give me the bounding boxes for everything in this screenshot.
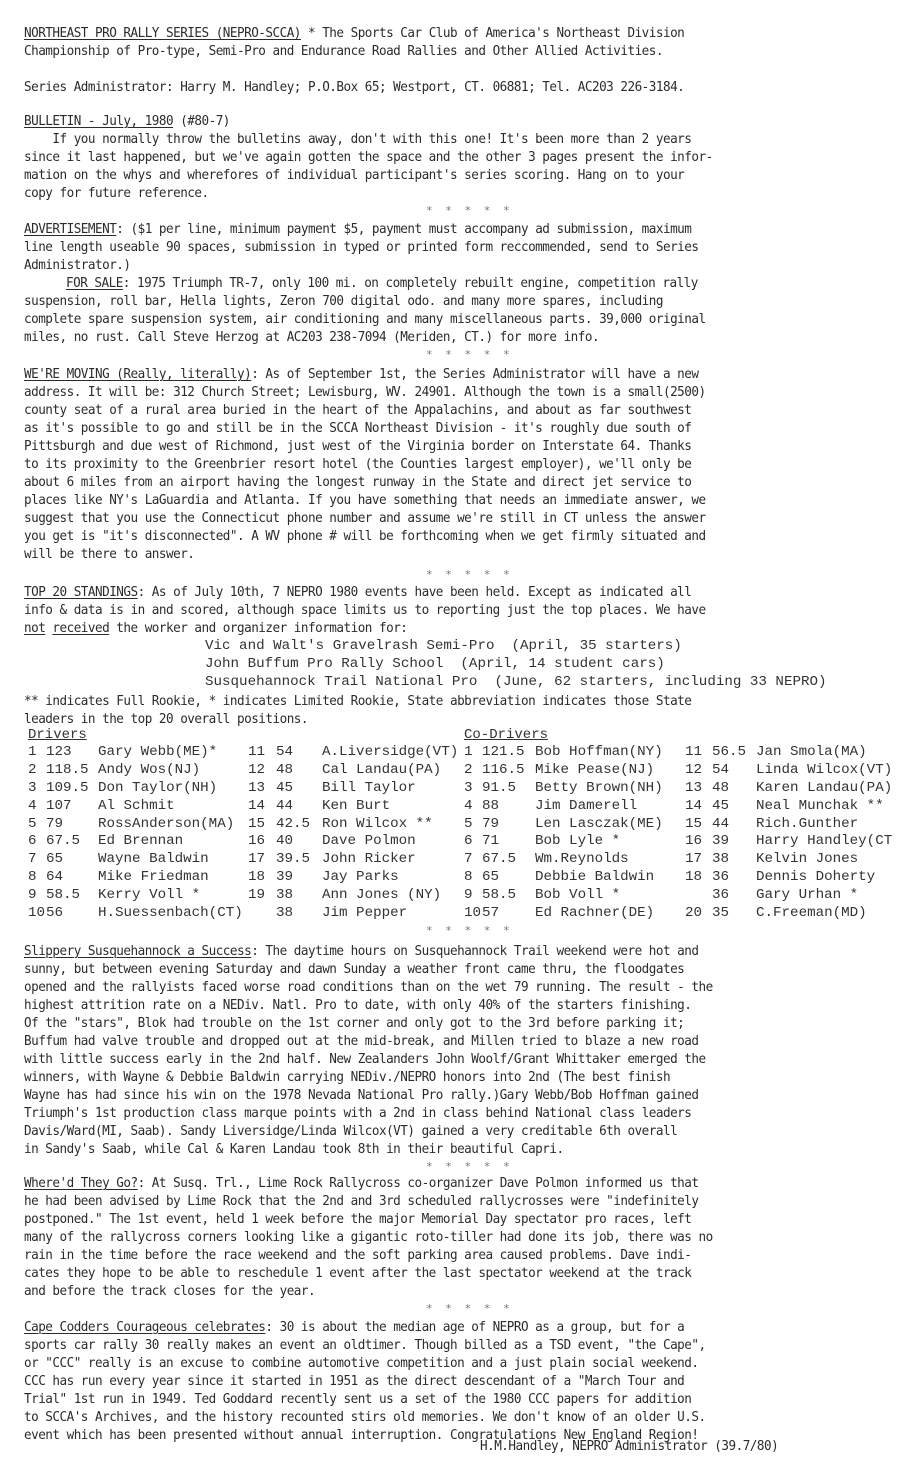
driver-points: 38 bbox=[276, 905, 294, 922]
bulletin-number: (#80-7) bbox=[173, 113, 230, 129]
codriver-points: 48 bbox=[712, 779, 730, 796]
driver-points: 65 bbox=[46, 851, 64, 868]
driver-name: Cal Landau(PA) bbox=[322, 761, 442, 778]
codriver-name: Bob Lyle * bbox=[535, 833, 621, 850]
driver-name: Don Taylor(NH) bbox=[98, 779, 218, 796]
codriver-position: 2 bbox=[464, 761, 473, 778]
standings-row bbox=[0, 869, 900, 887]
driver-position: 15 bbox=[248, 815, 266, 832]
codriver-name: Harry Handley(CT bbox=[756, 833, 893, 850]
missing-event-item: Susquehannock Trail National Pro (June, 62 starters, including 33 NEPRO) bbox=[205, 674, 827, 690]
bulletin-heading bbox=[24, 112, 230, 130]
driver-position: 6 bbox=[28, 833, 37, 850]
driver-points: 54 bbox=[276, 744, 294, 760]
paragraph-line: suggest that you use the Connecticut phone number and assume we're still in CT unless the answer bbox=[24, 510, 706, 526]
codriver-name: Gary Urhan * bbox=[756, 887, 859, 904]
codriver-name: Mike Pease(NJ) bbox=[535, 761, 655, 778]
paragraph-line: cates they hope to be able to reschedule 1 event after the last spectator weekend at the track bbox=[24, 1265, 692, 1281]
paragraph-line: since it last happened, but we've again gotten the space and the other 3 pages present the infor- bbox=[24, 149, 713, 165]
driver-name: John Ricker bbox=[322, 851, 416, 868]
codriver-position: 3 bbox=[464, 779, 473, 796]
series-title: NORTHEAST PRO RALLY SERIES (NEPRO-SCCA) bbox=[24, 25, 301, 41]
drivers-header: Drivers bbox=[28, 727, 87, 743]
codriver-name: Len Lasczak(ME) bbox=[535, 815, 663, 832]
susquehannock-text: : The daytime hours on Susquehannock Trail weekend were hot and bbox=[251, 943, 699, 959]
paragraph-line: or "CCC" really is an excuse to combine automotive competition and a just plain social weekend. bbox=[24, 1355, 699, 1371]
codriver-name: Wm.Reynolds bbox=[535, 851, 629, 868]
for-sale-heading: FOR SALE bbox=[66, 275, 123, 291]
paragraph-line: Buffum had valve trouble and dropped out at the mid-break, and Millen tried to blaze a new road bbox=[24, 1033, 699, 1049]
codriver-points: 79 bbox=[482, 815, 500, 832]
driver-position: 13 bbox=[248, 779, 266, 796]
driver-position: 3 bbox=[28, 779, 37, 796]
driver-points: 67.5 bbox=[46, 833, 81, 850]
codriver-points: 57 bbox=[482, 905, 500, 922]
legend-line: ** indicates Full Rookie, * indicates Limited Rookie, State abbreviation indicates those State bbox=[24, 693, 692, 709]
codriver-name: Bob Voll * bbox=[535, 887, 621, 904]
driver-points: 123 bbox=[46, 744, 72, 760]
signature: H.M.Handley, NEPRO Administrator (39.7/80) bbox=[480, 1438, 779, 1454]
codriver-points: 71 bbox=[482, 833, 500, 850]
driver-points: 107 bbox=[46, 797, 72, 814]
codriver-position: 10 bbox=[464, 905, 482, 922]
bulletin-date: BULLETIN - July, 1980 bbox=[24, 113, 174, 129]
masthead-line-2: Championship of Pro-type, Semi-Pro and Endurance Road Rallies and Other Allied Activities. bbox=[24, 43, 663, 59]
codriver-points: 56.5 bbox=[712, 744, 747, 760]
paragraph-line: as it's possible to go and still be in the SCCA Northeast Division - it's roughly due south of bbox=[24, 420, 692, 436]
paragraph-line: info & data is in and scored, although space limits us to reporting just the top places. We have bbox=[24, 602, 706, 618]
driver-position: 7 bbox=[28, 851, 37, 868]
section-separator: * * * * * bbox=[426, 204, 513, 217]
driver-points: 40 bbox=[276, 833, 294, 850]
paragraph-line: will be there to answer. bbox=[24, 546, 195, 562]
standings-row bbox=[0, 816, 900, 834]
for-sale-text: : 1975 Triumph TR-7, only 100 mi. on completely rebuilt engine, competition rally bbox=[122, 275, 698, 291]
section-separator: * * * * * bbox=[426, 1302, 513, 1315]
codriver-points: 35 bbox=[712, 905, 730, 922]
driver-position: 18 bbox=[248, 869, 266, 886]
codrivers-header: Co-Drivers bbox=[464, 727, 549, 743]
paragraph-line: Davis/Ward(MI, Saab). Sandy Liversidge/Linda Wilcox(VT) gained a very creditable 6th overall bbox=[24, 1123, 678, 1139]
codriver-name: Rich.Gunther bbox=[756, 815, 859, 832]
cape-line-1 bbox=[24, 1318, 684, 1336]
codriver-name: Jim Damerell bbox=[535, 797, 638, 814]
masthead-line-1 bbox=[24, 24, 684, 42]
codriver-position: 5 bbox=[464, 815, 473, 832]
driver-position: 14 bbox=[248, 797, 266, 814]
codriver-position: 8 bbox=[464, 869, 473, 886]
susquehannock-line-1 bbox=[24, 942, 698, 960]
emphasis-received: received bbox=[52, 620, 110, 636]
driver-points: 38 bbox=[276, 887, 294, 904]
paragraph-line: winners, with Wayne & Debbie Baldwin carrying NEDiv./NEPRO honors into 2nd (The best finish bbox=[24, 1069, 671, 1085]
codriver-position: 13 bbox=[685, 779, 703, 796]
codriver-name: C.Freeman(MD) bbox=[756, 905, 867, 922]
cape-text: : 30 is about the median age of NEPRO as a group, but for a bbox=[265, 1319, 685, 1335]
standings-text: : As of July 10th, 7 NEPRO 1980 events have been held. Except as indicated all bbox=[137, 584, 692, 600]
driver-name: Gary Webb(ME)* bbox=[98, 744, 218, 760]
driver-points: 44 bbox=[276, 797, 294, 814]
codriver-points: 67.5 bbox=[482, 851, 517, 868]
codriver-position: 16 bbox=[685, 833, 703, 850]
driver-position: 11 bbox=[248, 744, 266, 760]
paragraph-line: sports car rally 30 really makes an event an oldtimer. Though billed as a TSD event, "the Cape", bbox=[24, 1337, 706, 1353]
advertisement-text: : ($1 per line, minimum payment $5, payment must accompany ad submission, maximum bbox=[116, 221, 692, 237]
moving-text: : As of September 1st, the Series Administrator will have a new bbox=[251, 366, 699, 382]
standings-text: the worker and organizer information for: bbox=[109, 620, 408, 636]
paragraph-line: Triumph's 1st production class marque points with a 2nd in class behind National class leaders bbox=[24, 1105, 692, 1121]
driver-points: 48 bbox=[276, 761, 294, 778]
codriver-position: 4 bbox=[464, 797, 473, 814]
driver-name: Mike Friedman bbox=[98, 869, 209, 886]
standings-line-1 bbox=[24, 583, 691, 601]
section-separator: * * * * * bbox=[426, 568, 513, 581]
driver-name: A.Liversidge(VT) bbox=[322, 744, 459, 760]
paragraph-line: opened and the rallyists faced worse road conditions than on the wet 79 running. The result - the bbox=[24, 979, 713, 995]
missing-event-item: John Buffum Pro Rally School (April, 14 student cars) bbox=[205, 656, 665, 672]
paragraph-line: to SCCA's Archives, and the history recounted stirs old memories. We don't know of an older U.S. bbox=[24, 1409, 706, 1425]
driver-position: 2 bbox=[28, 761, 37, 778]
driver-name: H.Suessenbach(CT) bbox=[98, 905, 243, 922]
paragraph-line: with little success early in the 2nd half. New Zealanders John Woolf/Grant Whittaker emerged the bbox=[24, 1051, 706, 1067]
paragraph-line: you get is "it's disconnected". A WV phone # will be forthcoming when we get firmly situated and bbox=[24, 528, 706, 544]
driver-name: RossAnderson(MA) bbox=[98, 815, 235, 832]
codriver-points: 38 bbox=[712, 851, 730, 868]
codriver-name: Debbie Baldwin bbox=[535, 869, 655, 886]
paragraph-line: miles, no rust. Call Steve Herzog at AC203 238-7094 (Meriden, CT.) for more info. bbox=[24, 329, 600, 345]
codriver-position: 17 bbox=[685, 851, 703, 868]
standings-row bbox=[0, 744, 900, 762]
driver-position: 19 bbox=[248, 887, 266, 904]
driver-name: Jim Pepper bbox=[322, 905, 408, 922]
driver-name: Ann Jones (NY) bbox=[322, 887, 442, 904]
paragraph-line: places like NY's LaGuardia and Atlanta. If you have something that needs an immediate answer, we bbox=[24, 492, 706, 508]
paragraph-line: county seat of a rural area buried in the heart of the Appalachins, and about as far southwest bbox=[24, 402, 692, 418]
codriver-name: Karen Landau(PA) bbox=[756, 779, 893, 796]
driver-position: 8 bbox=[28, 869, 37, 886]
driver-points: 109.5 bbox=[46, 779, 89, 796]
driver-name: Kerry Voll * bbox=[98, 887, 201, 904]
codriver-points: 45 bbox=[712, 797, 730, 814]
standings-row bbox=[0, 905, 900, 923]
paragraph-line: line length useable 90 spaces, submission in typed or printed form reccommended, send to Series bbox=[24, 239, 699, 255]
missing-event-item: Vic and Walt's Gravelrash Semi-Pro (April, 35 starters) bbox=[205, 638, 682, 654]
paragraph-line: postponed." The 1st event, held 1 week before the major Memorial Day spectator pro races, left bbox=[24, 1211, 692, 1227]
driver-name: Ron Wilcox ** bbox=[322, 815, 433, 832]
codriver-points: 65 bbox=[482, 869, 500, 886]
standings-row bbox=[0, 798, 900, 816]
susquehannock-heading: Slippery Susquehannock a Success bbox=[24, 943, 252, 959]
driver-points: 42.5 bbox=[276, 815, 311, 832]
codriver-points: 91.5 bbox=[482, 779, 517, 796]
driver-name: Dave Polmon bbox=[322, 833, 416, 850]
standings-row bbox=[0, 887, 900, 905]
where-line-1 bbox=[24, 1174, 698, 1192]
moving-heading: WE'RE MOVING (Really, literally) bbox=[24, 366, 252, 382]
paragraph-line: he had been advised by Lime Rock that the 2nd and 3rd scheduled rallycrosses were "indefinitely bbox=[24, 1193, 699, 1209]
driver-name: Ed Brennan bbox=[98, 833, 184, 850]
paragraph-line: and before the track closes for the year. bbox=[24, 1283, 316, 1299]
paragraph-line: Of the "stars", Blok had trouble on the 1st corner and only got to the 3rd before parking it; bbox=[24, 1015, 685, 1031]
standings-line-3 bbox=[24, 619, 407, 637]
standings-row bbox=[0, 851, 900, 869]
codriver-name: Linda Wilcox(VT) bbox=[756, 761, 893, 778]
driver-points: 56 bbox=[46, 905, 64, 922]
codriver-name: Neal Munchak ** bbox=[756, 797, 884, 814]
paragraph-line: about 6 miles from an airport having the longest runway in the State and direct jet service to bbox=[24, 474, 692, 490]
driver-position: 17 bbox=[248, 851, 266, 868]
codriver-points: 39 bbox=[712, 833, 730, 850]
paragraph-line: rain in the time before the race weekend and the soft parking area caused problems. Dave indi- bbox=[24, 1247, 692, 1263]
codriver-position: 11 bbox=[685, 744, 703, 760]
driver-name: Jay Parks bbox=[322, 869, 399, 886]
standings-heading: TOP 20 STANDINGS bbox=[24, 584, 138, 600]
paragraph-line: address. It will be: 312 Church Street; Lewisburg, WV. 24901. Although the town is a small(2500) bbox=[24, 384, 706, 400]
codriver-points: 44 bbox=[712, 815, 730, 832]
driver-position: 12 bbox=[248, 761, 266, 778]
codriver-position: 6 bbox=[464, 833, 473, 850]
codriver-points: 36 bbox=[712, 887, 730, 904]
driver-position: 5 bbox=[28, 815, 37, 832]
paragraph-line: If you normally throw the bulletins away, don't with this one! It's been more than 2 years bbox=[24, 131, 692, 147]
codriver-points: 58.5 bbox=[482, 887, 517, 904]
driver-position: 10 bbox=[28, 905, 46, 922]
paragraph-line: Trial" 1st run in 1949. Ted Goddard recently sent us a set of the 1980 CCC papers for addition bbox=[24, 1391, 692, 1407]
codriver-name: Dennis Doherty bbox=[756, 869, 876, 886]
codriver-position: 15 bbox=[685, 815, 703, 832]
codriver-position: 7 bbox=[464, 851, 473, 868]
paragraph-line: copy for future reference. bbox=[24, 185, 209, 201]
driver-position: 9 bbox=[28, 887, 37, 904]
where-heading: Where'd They Go? bbox=[24, 1175, 138, 1191]
codriver-name: Betty Brown(NH) bbox=[535, 779, 663, 796]
paragraph-line: Administrator.) bbox=[24, 257, 131, 273]
standings-row bbox=[0, 833, 900, 851]
driver-points: 39 bbox=[276, 869, 294, 886]
standings-row bbox=[0, 762, 900, 780]
codriver-points: 54 bbox=[712, 761, 730, 778]
paragraph-line: complete spare suspension system, air conditioning and many miscellaneous parts. 39,000 original bbox=[24, 311, 706, 327]
where-text: : At Susq. Trl., Lime Rock Rallycross co-organizer Dave Polmon informed us that bbox=[137, 1175, 699, 1191]
for-sale-line-1 bbox=[66, 274, 698, 292]
driver-points: 58.5 bbox=[46, 887, 81, 904]
paragraph-line: sunny, but between evening Saturday and dawn Sunday a weather front came thru, the floodgates bbox=[24, 961, 685, 977]
standings-row bbox=[0, 780, 900, 798]
driver-name: Wayne Baldwin bbox=[98, 851, 209, 868]
driver-position: 4 bbox=[28, 797, 37, 814]
advertisement-line-1 bbox=[24, 220, 691, 238]
legend-line: leaders in the top 20 overall positions. bbox=[24, 711, 308, 727]
driver-name: Bill Taylor bbox=[322, 779, 416, 796]
paragraph-line: CCC has run every year since it started in 1951 as the direct descendant of a "March Tour and bbox=[24, 1373, 685, 1389]
codriver-position: 14 bbox=[685, 797, 703, 814]
standings-table bbox=[0, 744, 900, 923]
codriver-points: 36 bbox=[712, 869, 730, 886]
driver-points: 118.5 bbox=[46, 761, 89, 778]
paragraph-line: Pittsburgh and due west of Richmond, just west of the Virginia border on Interstate 64. Thanks bbox=[24, 438, 692, 454]
cape-heading: Cape Codders Courageous celebrates bbox=[24, 1319, 266, 1335]
driver-position: 16 bbox=[248, 833, 266, 850]
driver-name: Al Schmit bbox=[98, 797, 175, 814]
paragraph-line: in Sandy's Saab, while Cal & Karen Landau took 8th in their beautiful Capri. bbox=[24, 1141, 564, 1157]
emphasis-not: not bbox=[24, 620, 46, 636]
driver-points: 79 bbox=[46, 815, 64, 832]
codriver-points: 116.5 bbox=[482, 761, 525, 778]
driver-points: 39.5 bbox=[276, 851, 311, 868]
codriver-position: 12 bbox=[685, 761, 703, 778]
paragraph-line: to its proximity to the Greenbrier resort hotel (the Counties largest employer), we'll only be bbox=[24, 456, 692, 472]
codriver-name: Bob Hoffman(NY) bbox=[535, 744, 663, 760]
moving-line-1 bbox=[24, 365, 698, 383]
paragraph-line: highest attrition rate on a NEDiv. Natl. Pro to date, with only 40% of the starters finishing. bbox=[24, 997, 692, 1013]
paragraph-line: mation on the whys and wherefores of individual participant's series scoring. Hang on to your bbox=[24, 167, 685, 183]
codriver-name: Jan Smola(MA) bbox=[756, 744, 867, 760]
paragraph-line: many of the rallycross corners looking like a gigantic roto-tiller had done its job, there was no bbox=[24, 1229, 713, 1245]
paragraph-line: Wayne has had since his win on the 1978 Nevada National Pro rally.)Gary Webb/Bob Hoffman gained bbox=[24, 1087, 699, 1103]
driver-position: 1 bbox=[28, 744, 37, 760]
driver-name: Andy Wos(NJ) bbox=[98, 761, 201, 778]
codriver-position: 20 bbox=[685, 905, 703, 922]
masthead-subtitle: * The Sports Car Club of America's Northeast Division bbox=[300, 25, 685, 41]
driver-points: 45 bbox=[276, 779, 294, 796]
paragraph-line: suspension, roll bar, Hella lights, Zeron 700 digital odo. and many more spares, including bbox=[24, 293, 663, 309]
administrator-address: Series Administrator: Harry M. Handley; P.O.Box 65; Westport, CT. 06881; Tel. AC203 226-3184. bbox=[24, 79, 685, 95]
codriver-position: 9 bbox=[464, 887, 473, 904]
codriver-position: 18 bbox=[685, 869, 703, 886]
driver-points: 64 bbox=[46, 869, 64, 886]
paragraph-line: event which has been presented without annual interruption. Congratulations New England Region! bbox=[24, 1427, 699, 1443]
section-separator: * * * * * bbox=[426, 348, 513, 361]
codriver-name: Kelvin Jones bbox=[756, 851, 859, 868]
advertisement-heading: ADVERTISEMENT bbox=[24, 221, 117, 237]
codriver-points: 121.5 bbox=[482, 744, 525, 760]
codriver-position: 1 bbox=[464, 744, 473, 760]
codriver-points: 88 bbox=[482, 797, 500, 814]
section-separator: * * * * * bbox=[426, 924, 513, 937]
driver-name: Ken Burt bbox=[322, 797, 391, 814]
codriver-name: Ed Rachner(DE) bbox=[535, 905, 655, 922]
section-separator: * * * * * bbox=[426, 1160, 513, 1173]
